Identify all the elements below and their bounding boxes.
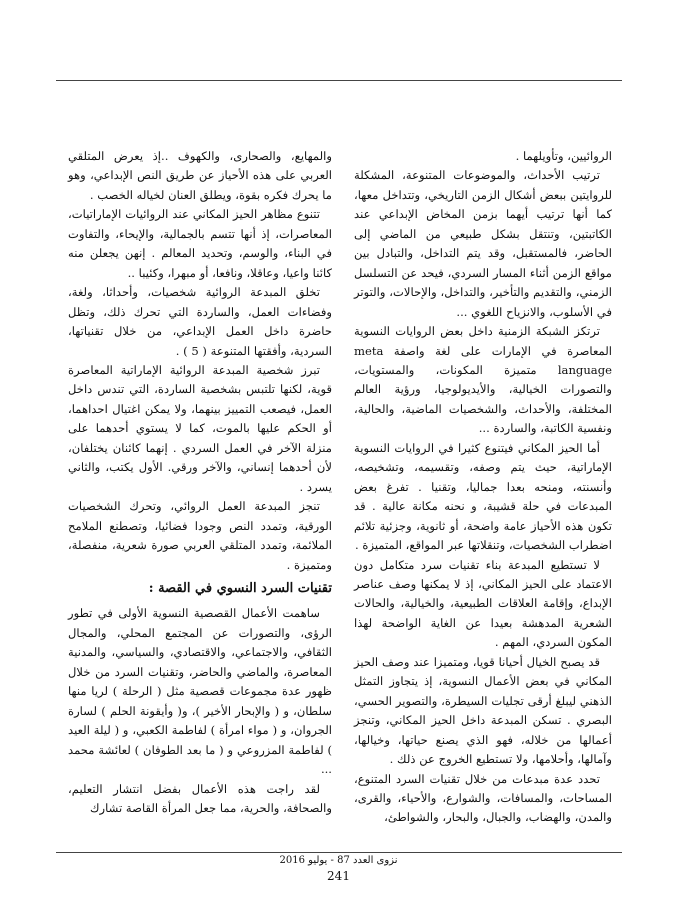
paragraph: تخلق المبدعة الروائية شخصيات، وأحداثا، ولغة، وفضاءات العمل، والساردة التي تحرك ذلك، وتظل حاضرة داخل العمل الإبداعي، من خلال تقنياتها، السردية، وأفقتها المتنوعة ( 5 ) . (68, 285, 332, 358)
page-number: 241 (327, 869, 350, 883)
section-heading: تقنيات السرد النسوي في القصة : (148, 580, 332, 596)
paragraph: ترتكز الشبكة الزمنية داخل بعض الروايات النسوية المعاصرة في الإمارات على لغة واصفة meta language متميزة المكونات، والمستويات، والتصورات الخيالية، والأيديولوجيا، ورؤية العالم المختلفة، والأحداث، والشخصيات الماضية، والحالية، ونفسية الكاتبة، والساردة ... (354, 324, 612, 436)
paragraph: قد يصبح الخيال أحيانا قويا، ومتميزا عند وصف الحيز المكاني في بعض الأعمال النسوية، إذ يتجاوز التمثل الذهني ليبلغ أرقى تجليات السيطرة، والتصوير الحسي، البصري . تسكن المبدعة داخل الحيز المكاني، وتنجز أعمالها من خلاله، فهو الذي يصنع حياتها، وخيالها، وآمالها، وأحلامها، ولا تستطيع الخروج عن ذلك . (354, 654, 612, 767)
right-column (354, 147, 612, 828)
paragraph: تنجز المبدعة العمل الروائي، وتحرك الشخصيات الورقية، وتمدد النص وجودا فضائيا، وتصطنع الملامح الملائمة، وتمدد المتلقي العربي صورة شعرية، منفصلة، ومتميزة . (68, 499, 332, 572)
footer-rule (56, 852, 622, 853)
header-rule (56, 80, 622, 81)
left-column (68, 147, 332, 818)
paragraph: لقد راجت هذه الأعمال بفضل انتشار التعليم، والصحافة، والحرية، مما جعل المرأة القاصة تشارك (68, 781, 332, 815)
paragraph: والمهايع، والصحارى، والكهوف ..إذ يعرض المتلقي العربي على هذه الأحياز عن طريق النص الإبداعي، وهو ما يحرك فكره بقوة، ويطلق العنان لخياله الخصب . (68, 149, 332, 202)
paragraph: ترتيب الأحداث، والموضوعات المتنوعة، المشكلة للروايتين ببعض أشكال الزمن التاريخي، وتتداخل معها، كما أنها ترتيب أيهما بزمن المخاض الإبداعي عند الكاتبتين، وتنتقل بشكل طبيعي من الماضي إلى الحاضر، فالمستقبل، وقد يتم التداخل، والتبادل بين مواقع الزمن أثناء المسار السردي، فيحد عن التسلسل الزمني، والتقديم والتأخير، والتداخل، والإحالات، والتوتر في الأسلوب، والانزياح اللغوي ... (354, 168, 612, 319)
footer-issue: نزوى العدد 87 - يوليو 2016 (279, 855, 398, 866)
paragraph: تتنوع مظاهر الحيز المكاني عند الروائيات الإماراتيات، المعاصرات، إذ أنها تتسم بالجمالية، والإيحاء، والتفاوت في البناء، والوسم، وتحديد المعالم . إنهن يجعلن منه كائنا واعيا، وعاقلا، ونافعا، أو مبهرا، وكئيبا .. (68, 207, 332, 280)
paragraph: لا تستطيع المبدعة بناء تقنيات سرد متكامل دون الاعتماد على الحيز المكاني، إذ لا يمكنها وصف عناصر الإبداع، وإقامة العلاقات الطبيعية، والخيالية، والحالات الشعرية المدهشة بعيدا عن الغاية الواضحة لهذا المكون السردي، المهم . (354, 557, 612, 650)
paragraph: ساهمت الأعمال القصصية النسوية الأولى في تطور الرؤى، والتصورات عن المجتمع المحلي، والمجال الثقافي، والاجتماعي، والاقتصادي، والسياسي، والمدنية المعاصرة، والماضي والحاضر، وتقنيات السرد من خلال ظهور عدة مجموعات قصصية مثل ( الرحلة ) لريا منها سلطان، و ( والإبحار الأخير )، و( وأيقونة الحلم ) لسارة الجروان، و ( مواء امرأة ) لفاطمة الكعبي، و ( ليلة العيد ) لفاطمة المزروعي و ( ما بعد الطوفان ) لعائشة محمد ... (68, 606, 332, 777)
paragraph: تبرز شخصية المبدعة الروائية الإماراتية المعاصرة قوية، لكنها تلتبس بشخصية الساردة، التي تندس داخل العمل، فيصعب التمييز بينهما، ولا يمكن اغتيال احداهما، أو الحكم عليها بالموت، كما لا يستوي أحدهما على منزلة الآخر في العمل السردي . إنهما كائنان يختلفان، لأن أحدهما إنساني، والآخر ورقي. الأول يكتب، والثاني يسرد . (68, 362, 332, 494)
paragraph: تحدد عدة مبدعات من خلال تقنيات السرد المتنوع، المساحات، والمسافات، والشوارع، والأحياء، والقرى، والمدن، والهضاب، والجبال، والبحار، والشواطئ، (354, 771, 612, 825)
paragraph: أما الحيز المكاني فيتنوع كثيرا في الروايات النسوية الإماراتية، حيث يتم وصفه، وتقسيمه، وتشخيصه، وأنسنته، ومنحه بعدا جماليا، وتقنيا . تفرغ بعض المبدعات في حلة قشيبة، و نحنه مكانة عالية . قد تكون هذه الأحياز عامة واضحة، أو ثانوية، وجزئية تلائم اضطراب الشخصيات، وتنقلاتها عبر المواقع، المتميزة . (354, 440, 612, 553)
paragraph: الروائيين، وتأويلهما . (515, 149, 612, 163)
